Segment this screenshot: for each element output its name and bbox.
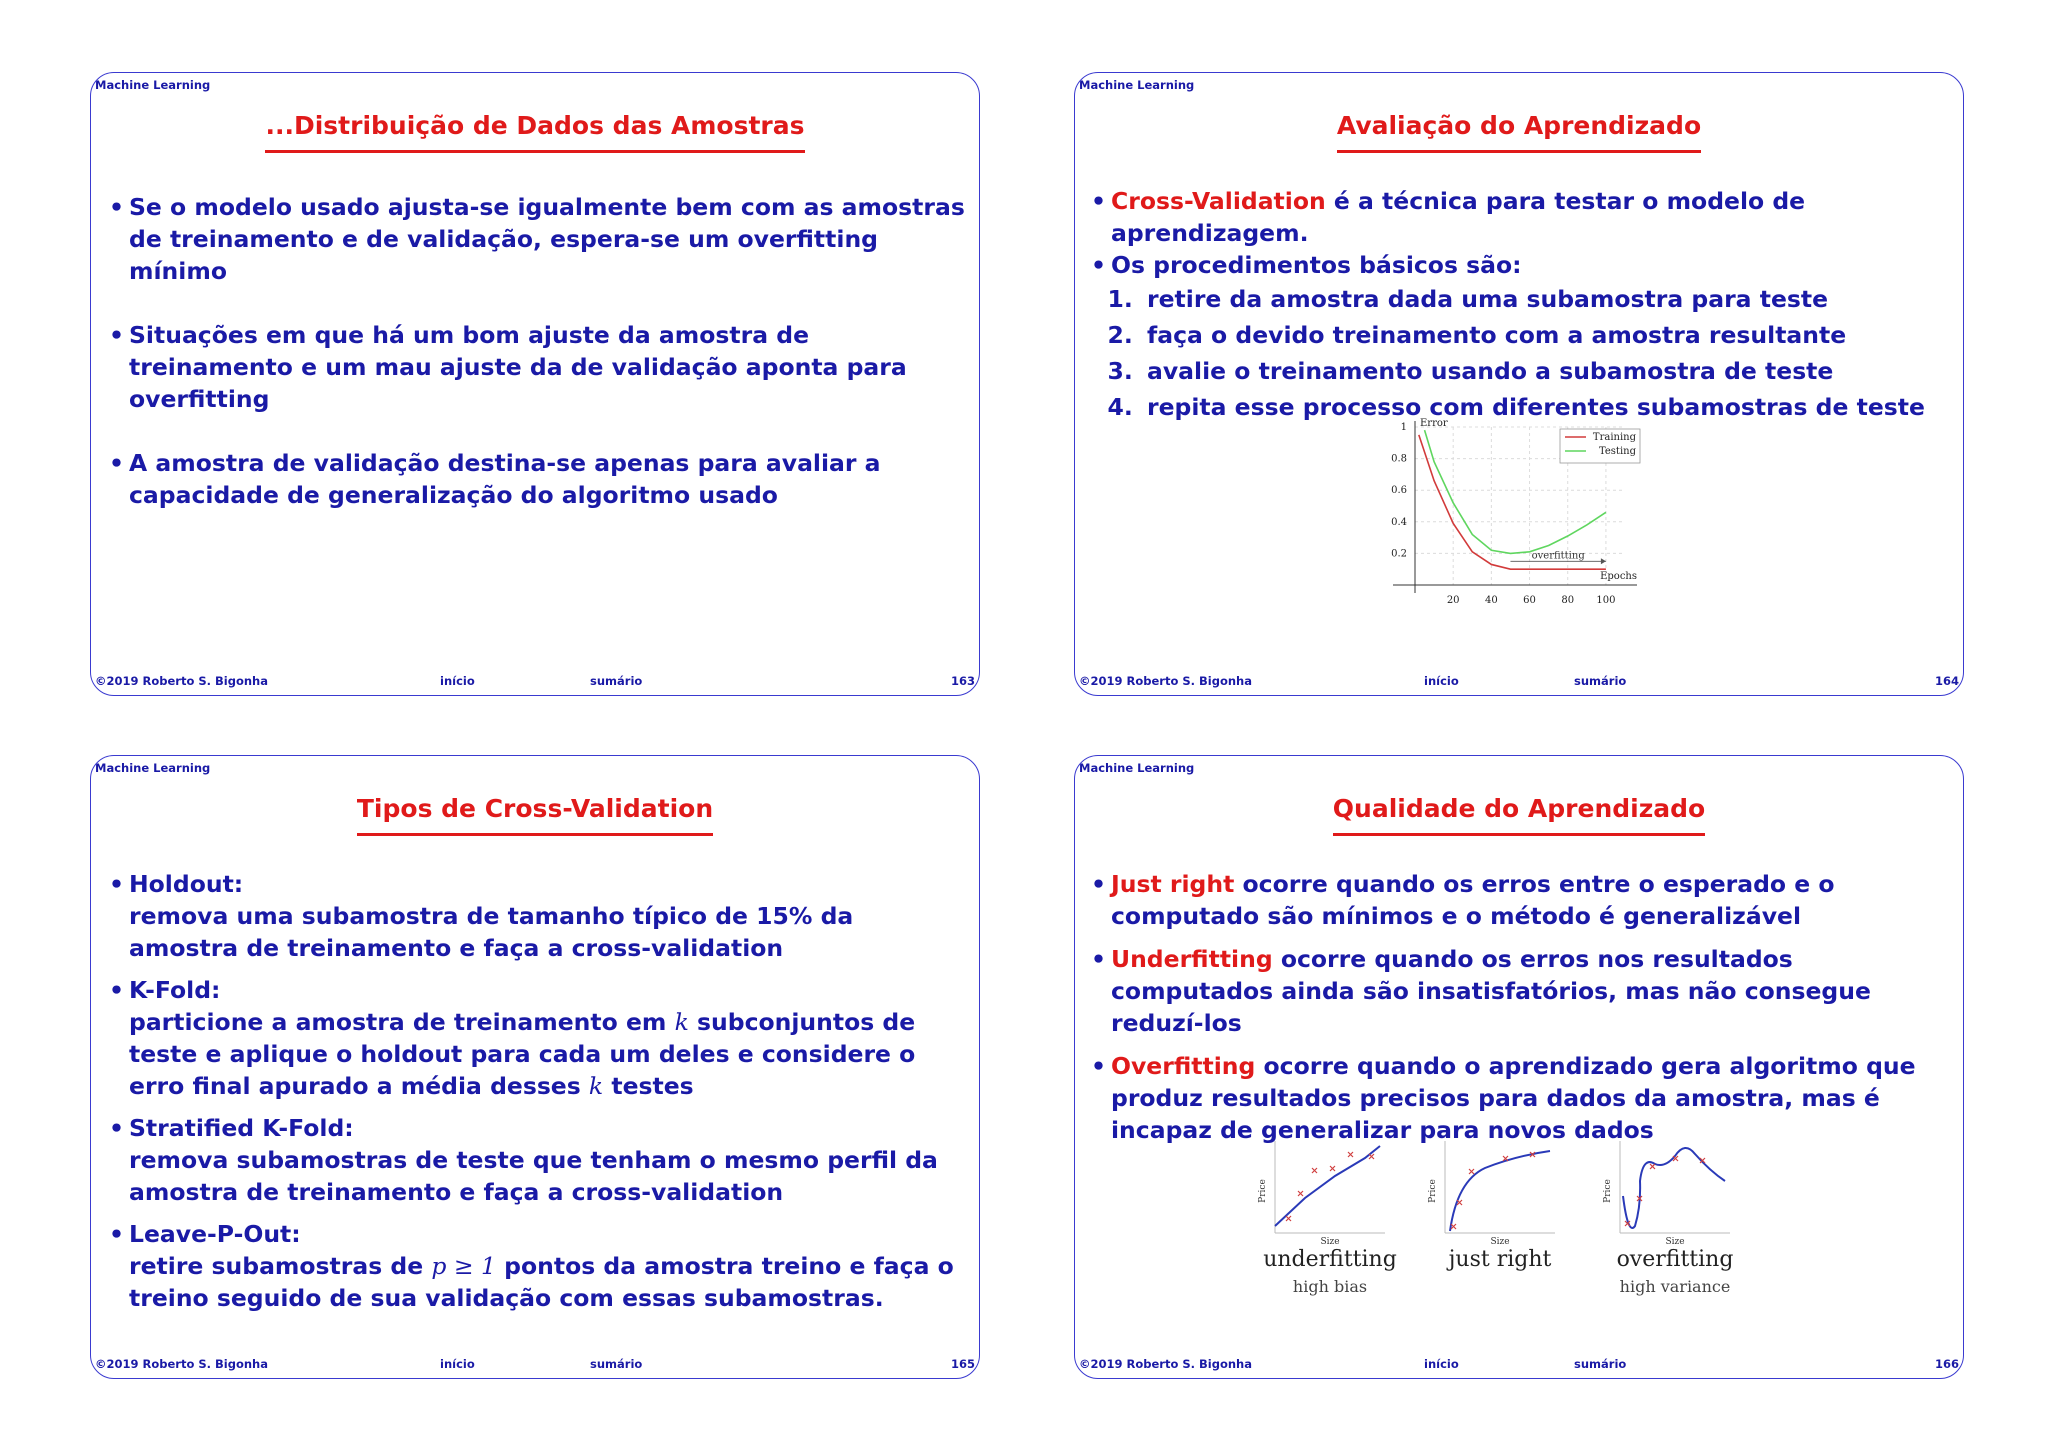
annotation-label: overfitting (1531, 550, 1585, 562)
legend-entry: Training (1592, 432, 1636, 443)
fit-illustrations (1245, 1136, 1805, 1316)
panel-overfitting (1603, 1141, 1733, 1296)
cv-type-name: • Stratified K-Fold: (129, 1114, 354, 1142)
step-item: 1. retire da amostra dada uma subamostra para teste (1141, 283, 1957, 315)
footer-link-sumario[interactable]: sumário (1574, 674, 1627, 688)
x-tick-label: 80 (1561, 595, 1575, 606)
slide-164 (1074, 72, 1964, 696)
step-item: 2. faça o devido treinamento com a amostra resultante (1141, 319, 1957, 351)
cv-type-name: • Leave-P-Out: (129, 1220, 301, 1248)
bullet-text: é a técnica para testar o modelo de aprendizagem. (1111, 187, 1806, 247)
bullet-text: ocorre quando os erros nos resultados computados ainda são insatisfatórios, mas não consegue reduzí-los (1111, 945, 1871, 1037)
panel-subcaption: high bias (1292, 1277, 1368, 1296)
term-cross-validation: Cross-Validation (1111, 187, 1326, 215)
bullet-item: • Os procedimentos básicos são: (1091, 249, 1957, 281)
sample-points (1286, 1152, 1374, 1221)
cv-type-item (109, 974, 965, 1102)
math-p-ge-1: p ≥ 1 (431, 1252, 496, 1280)
slide-title (1075, 111, 1963, 153)
footer-link-inicio[interactable]: início (1424, 674, 1459, 688)
x-tick-label: 20 (1446, 595, 1460, 606)
step-item: 4. repita esse processo com diferentes subamostras de teste (1141, 391, 1957, 423)
panel-caption: just right (1448, 1247, 1552, 1272)
footer-page-number: 165 (950, 1357, 975, 1371)
slide-title-text: ...Distribuição de Dados das Amostras (265, 111, 804, 153)
panel-subcaption: high variance (1619, 1277, 1731, 1296)
panel-just-right (1428, 1141, 1555, 1272)
y-tick-label: 0.8 (1391, 453, 1407, 465)
y-tick-label: 0.2 (1391, 548, 1407, 560)
slide-title-text: Tipos de Cross-Validation (357, 794, 713, 836)
steps-list (1091, 283, 1957, 423)
panel-caption: overfitting (1616, 1247, 1734, 1272)
panel-ylabel: Price (1603, 1179, 1613, 1203)
slide-header: Machine Learning (1079, 761, 1195, 775)
panel-xlabel: Size (1320, 1237, 1340, 1247)
y-tick-label: 1 (1400, 422, 1407, 433)
y-axis-label: Error (1420, 418, 1448, 429)
cv-type-description (129, 1250, 965, 1314)
slide-footer (95, 1357, 975, 1373)
x-tick-label: 100 (1596, 595, 1616, 606)
cv-type-description (129, 1006, 965, 1102)
term-overfitting: Overfitting (1111, 1052, 1256, 1080)
slide-title-text: Avaliação do Aprendizado (1337, 111, 1701, 153)
slide-header: Machine Learning (95, 78, 211, 92)
cv-type-item (109, 1218, 965, 1314)
slide-footer (1079, 674, 1959, 690)
slide-body (109, 868, 965, 1314)
slide-166 (1074, 755, 1964, 1379)
x-tick-label: 40 (1484, 595, 1498, 606)
slide-footer (1079, 1357, 1959, 1373)
panel-xlabel: Size (1665, 1237, 1685, 1247)
footer-link-sumario[interactable]: sumário (590, 1357, 643, 1371)
math-k: k (588, 1072, 604, 1100)
footer-link-inicio[interactable]: início (1424, 1357, 1459, 1371)
slide-body (109, 191, 965, 511)
slide-title (91, 794, 979, 836)
sample-points (1451, 1152, 1535, 1229)
desc-text: testes (603, 1072, 694, 1100)
cv-type-name: • Holdout: (129, 870, 244, 898)
footer-page-number: 166 (1934, 1357, 1959, 1371)
error-epochs-chart (1385, 415, 1645, 615)
fit-line (1450, 1151, 1550, 1231)
slide-163 (90, 72, 980, 696)
bullet-item (1091, 1050, 1955, 1146)
x-tick-label: 60 (1523, 595, 1536, 606)
bullet-item (1091, 943, 1955, 1039)
cv-type-description: remova subamostras de teste que tenham o mesmo perfil da amostra de treinamento e faça a cross-validation (129, 1146, 938, 1206)
y-tick-label: 0.6 (1391, 485, 1407, 497)
slide-body (1091, 185, 1957, 427)
desc-text: particione a amostra de treinamento em (129, 1008, 675, 1036)
bullet-text: ocorre quando o aprendizado gera algoritmo que produz resultados precisos para dados da amostra, mas é incapaz de generalizar para novos dados (1111, 1052, 1916, 1144)
step-item: 3. avalie o treinamento usando a subamostra de teste (1141, 355, 1957, 387)
footer-copyright: ©2019 Roberto S. Bigonha (95, 1357, 268, 1371)
panel-xlabel: Size (1490, 1237, 1510, 1247)
panel-caption: underfitting (1263, 1247, 1397, 1272)
slide-body (1091, 868, 1955, 1146)
slide-footer (95, 674, 975, 690)
bullet-item: • A amostra de validação destina-se apenas para avaliar a capacidade de generalização do algoritmo usado (109, 447, 965, 511)
slide-165 (90, 755, 980, 1379)
footer-link-inicio[interactable]: início (440, 674, 475, 688)
footer-link-sumario[interactable]: sumário (590, 674, 643, 688)
slide-title (91, 111, 979, 153)
legend-entry: Testing (1598, 446, 1636, 457)
bullet-item (1091, 185, 1957, 249)
footer-copyright: ©2019 Roberto S. Bigonha (1079, 674, 1252, 688)
bullet-text: ocorre quando os erros entre o esperado e o computado são mínimos e o método é generalizável (1111, 870, 1835, 930)
footer-page-number: 163 (950, 674, 975, 688)
slide-header: Machine Learning (1079, 78, 1195, 92)
cv-type-item (109, 868, 965, 964)
math-k: k (674, 1008, 689, 1036)
desc-text: retire subamostras de (129, 1252, 432, 1280)
footer-copyright: ©2019 Roberto S. Bigonha (95, 674, 268, 688)
annotation-arrowhead (1601, 558, 1606, 564)
footer-link-inicio[interactable]: início (440, 1357, 475, 1371)
bullet-item: • Se o modelo usado ajusta-se igualmente bem com as amostras de treinamento e de validação, espera-se um overfitting mínimo (109, 191, 965, 287)
bullet-item: • Situações em que há um bom ajuste da amostra de treinamento e um mau ajuste da de validação aponta para overfitting (109, 319, 965, 415)
x-axis-label: Epochs (1600, 571, 1637, 582)
y-tick-label: 0.4 (1391, 516, 1407, 528)
desc-text: pontos da amostra treino e faça o treino seguido de sua validação com essas subamostras. (129, 1252, 954, 1312)
footer-copyright: ©2019 Roberto S. Bigonha (1079, 1357, 1252, 1371)
slide-header: Machine Learning (95, 761, 211, 775)
panel-underfitting (1258, 1141, 1397, 1296)
panel-ylabel: Price (1258, 1179, 1268, 1203)
cv-type-item (109, 1112, 965, 1208)
term-just-right: Just right (1111, 870, 1235, 898)
cv-type-name: • K-Fold: (129, 976, 221, 1004)
term-underfitting: Underfitting (1111, 945, 1273, 973)
bullet-item (1091, 868, 1955, 932)
footer-page-number: 164 (1934, 674, 1959, 688)
slide-title-text: Qualidade do Aprendizado (1333, 794, 1705, 836)
panel-ylabel: Price (1428, 1179, 1438, 1203)
footer-link-sumario[interactable]: sumário (1574, 1357, 1627, 1371)
cv-type-description: remova uma subamostra de tamanho típico de 15% da amostra de treinamento e faça a cross-validation (129, 902, 854, 962)
fit-line (1275, 1146, 1380, 1226)
desc-text: subconjuntos de teste e aplique o holdout para cada um deles e considere o erro final apurado a média desses (129, 1008, 916, 1100)
slide-title (1075, 794, 1963, 836)
